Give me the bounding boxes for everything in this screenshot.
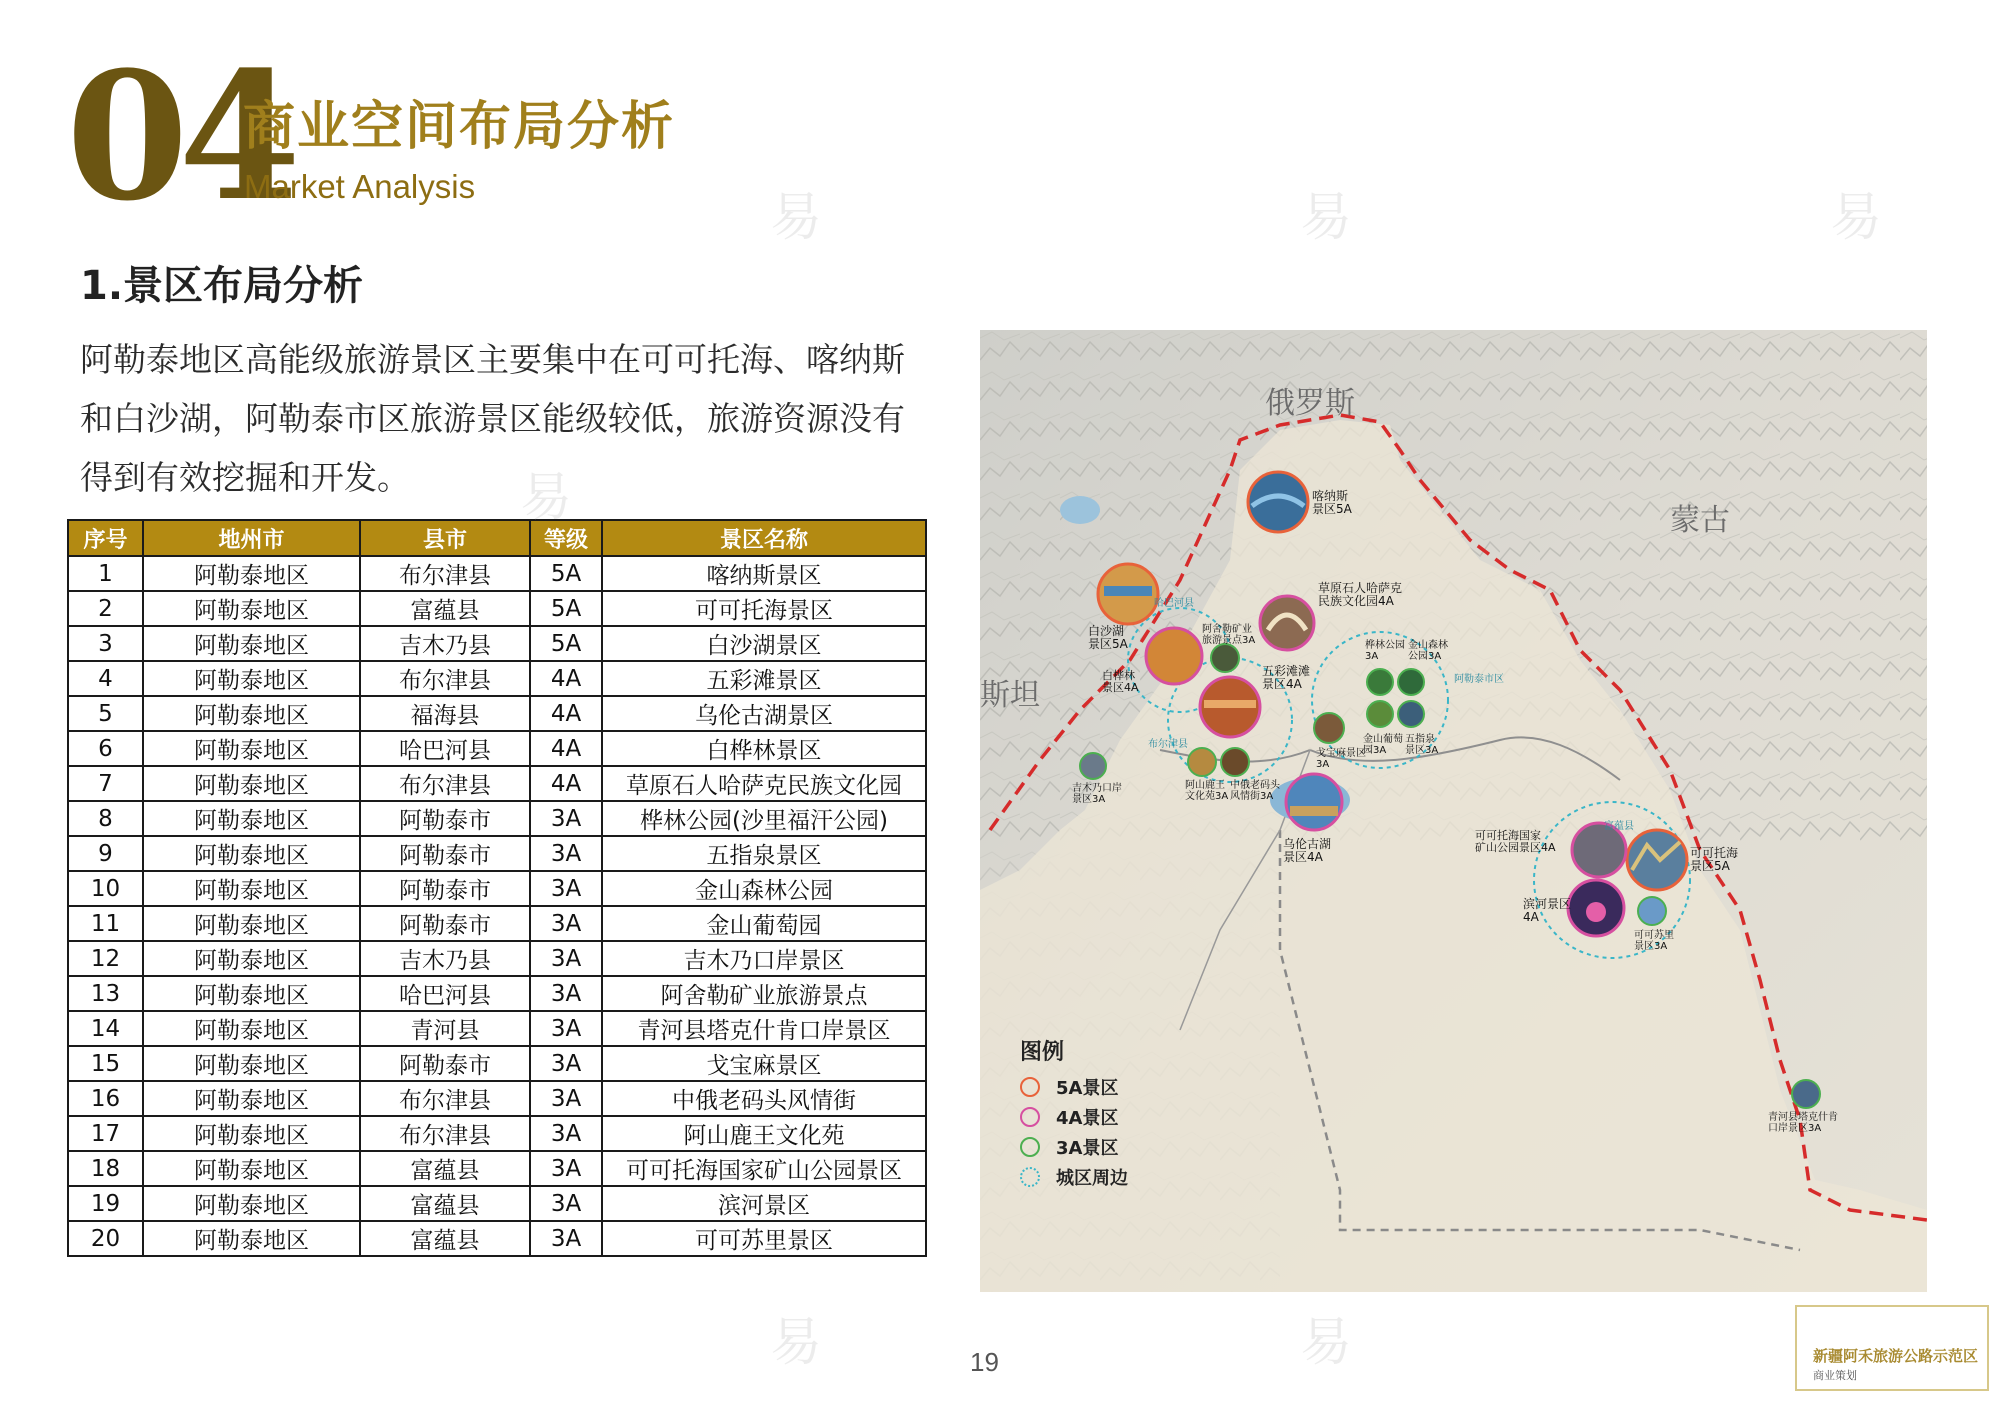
table-row [68,766,926,801]
map-legend [1020,1035,1180,1192]
label-wuzhiquan: 五指泉 景区3A [1405,734,1439,756]
table-row [68,941,926,976]
cell-county: 阿勒泰市 [360,871,530,906]
label-ashele: 阿舍勒矿业 旅游景点3A [1202,624,1256,646]
marker-keku[interactable] [1638,897,1666,925]
label-qinghe: 青河县塔克什肯 口岸景区3A [1768,1112,1838,1134]
cell-prefecture: 阿勒泰地区 [143,1081,360,1116]
country-label-mongolia: 蒙古 [1670,503,1730,538]
cell-prefecture: 阿勒泰地区 [143,1221,360,1256]
cell-grade: 3A [530,1116,602,1151]
cell-prefecture: 阿勒泰地区 [143,591,360,626]
legend-label: 3A景区 [1056,1138,1119,1159]
cell-county: 富蕴县 [360,1221,530,1256]
col-header-grade: 等级 [530,520,602,556]
cell-prefecture: 阿勒泰地区 [143,696,360,731]
city-label-habahe: 哈巴河县 [1154,598,1194,609]
label-baihualin: 白桦林 景区4A [1102,669,1139,694]
cell-index: 7 [68,766,143,801]
marker-jimunai[interactable] [1080,753,1106,779]
table-row [68,591,926,626]
cell-scenic-name: 中俄老码头风情街 [602,1081,926,1116]
marker-wucaitan[interactable] [1200,677,1260,737]
cell-county: 布尔津县 [360,556,530,591]
label-baishahu: 白沙湖 景区5A [1088,624,1128,651]
country-label-kazakh: 斯坦 [980,678,1040,713]
cell-grade: 3A [530,1221,602,1256]
cell-grade: 3A [530,941,602,976]
cell-county: 青河县 [360,1011,530,1046]
marker-zhonge[interactable] [1221,748,1249,776]
cell-prefecture: 阿勒泰地区 [143,766,360,801]
cell-scenic-name: 可可苏里景区 [602,1221,926,1256]
cell-index: 5 [68,696,143,731]
marker-ashan[interactable] [1188,748,1216,776]
cell-county: 阿勒泰市 [360,906,530,941]
table-row [68,1081,926,1116]
cell-index: 19 [68,1186,143,1221]
marker-caoyuan[interactable] [1260,596,1314,650]
cell-scenic-name: 可可托海景区 [602,591,926,626]
cell-prefecture: 阿勒泰地区 [143,1046,360,1081]
cell-scenic-name: 喀纳斯景区 [602,556,926,591]
legend-item [1020,1072,1180,1102]
label-huanglin: 桦林公园 3A [1365,640,1405,662]
table-row [68,731,926,766]
marker-wuzhiquan[interactable] [1398,701,1424,727]
cell-scenic-name: 乌伦古湖景区 [602,696,926,731]
label-jinshan-grape: 金山葡萄 园3A [1363,734,1403,756]
corner-logo [1795,1305,1989,1391]
cell-county: 福海县 [360,696,530,731]
table-row [68,1011,926,1046]
cell-index: 12 [68,941,143,976]
cell-prefecture: 阿勒泰地区 [143,801,360,836]
legend-label: 5A景区 [1056,1078,1119,1099]
table-row [68,696,926,731]
cell-grade: 3A [530,976,602,1011]
label-wucaitan: 五彩滩滩 景区4A [1262,664,1311,691]
table-row [68,801,926,836]
cell-prefecture: 阿勒泰地区 [143,556,360,591]
cell-scenic-name: 白沙湖景区 [602,626,926,661]
section-heading: 1.景区布局分析 [80,263,364,309]
cell-grade: 3A [530,1046,602,1081]
cell-scenic-name: 可可托海国家矿山公园景区 [602,1151,926,1186]
page-title: 商业空间布局分析 [243,97,676,157]
cell-grade: 3A [530,1151,602,1186]
cell-prefecture: 阿勒泰地区 [143,871,360,906]
corner-logo-line1: 新疆阿禾旅游公路示范区 [1813,1347,1979,1365]
cell-county: 哈巴河县 [360,976,530,1011]
cell-index: 6 [68,731,143,766]
cell-index: 13 [68,976,143,1011]
label-zhonge: 中俄老码头 风情街3A [1230,780,1280,802]
city-label-fuyun: 富蕴县 [1604,821,1634,832]
marker-jinshan[interactable] [1398,669,1424,695]
cell-grade: 4A [530,766,602,801]
table-row [68,1151,926,1186]
label-kanas: 喀纳斯 景区5A [1312,489,1352,516]
table-row [68,556,926,591]
label-wulungu: 乌伦古湖 景区4A [1283,837,1332,864]
cell-grade: 3A [530,1186,602,1221]
legend-ring-icon [1020,1077,1040,1097]
cell-county: 吉木乃县 [360,626,530,661]
watermark: 易 [1300,188,1353,248]
label-keku: 可可苏里 景区3A [1634,930,1674,952]
cell-index: 3 [68,626,143,661]
label-keketuohai: 可可托海 景区5A [1690,846,1739,873]
city-label-altay: 阿勒泰市区 [1454,674,1504,685]
cell-county: 阿勒泰市 [360,836,530,871]
cell-prefecture: 阿勒泰地区 [143,1011,360,1046]
legend-ring-icon [1020,1137,1040,1157]
table-row [68,1116,926,1151]
marker-huanglin[interactable] [1367,669,1393,695]
cell-index: 9 [68,836,143,871]
cell-prefecture: 阿勒泰地区 [143,731,360,766]
cell-index: 8 [68,801,143,836]
cell-prefecture: 阿勒泰地区 [143,941,360,976]
label-binhe: 滨河景区 4A [1523,897,1572,924]
table-row [68,661,926,696]
cell-index: 15 [68,1046,143,1081]
cell-county: 富蕴县 [360,591,530,626]
table-header-row [68,520,926,556]
cell-index: 11 [68,906,143,941]
cell-index: 17 [68,1116,143,1151]
label-keketuohai-park: 可可托海国家 矿山公园景区4A [1475,829,1556,854]
col-header-prefecture: 地州市 [143,520,360,556]
table-row [68,906,926,941]
cell-county: 布尔津县 [360,1081,530,1116]
label-jimunai: 吉木乃口岸 景区3A [1072,783,1122,805]
legend-ring-icon [1020,1167,1040,1187]
cell-scenic-name: 草原石人哈萨克民族文化园 [602,766,926,801]
cell-scenic-name: 白桦林景区 [602,731,926,766]
watermark: 易 [1300,1313,1353,1373]
cell-prefecture: 阿勒泰地区 [143,1186,360,1221]
section-number: 04 [66,33,291,240]
cell-index: 4 [68,661,143,696]
cell-county: 阿勒泰市 [360,801,530,836]
watermark: 易 [520,468,573,528]
cell-grade: 4A [530,731,602,766]
cell-prefecture: 阿勒泰地区 [143,626,360,661]
cell-grade: 4A [530,661,602,696]
cell-scenic-name: 金山森林公园 [602,871,926,906]
table-row [68,976,926,1011]
marker-ashele[interactable] [1211,644,1239,672]
cell-scenic-name: 青河县塔克什肯口岸景区 [602,1011,926,1046]
cell-scenic-name: 桦林公园(沙里福汗公园) [602,801,926,836]
cell-scenic-name: 五指泉景区 [602,836,926,871]
table-row [68,626,926,661]
cell-grade: 4A [530,696,602,731]
cell-index: 10 [68,871,143,906]
cell-scenic-name: 滨河景区 [602,1186,926,1221]
scenic-distribution-map [980,330,1927,1292]
label-ashan: 阿山鹿王 文化苑3A [1185,780,1229,802]
cell-grade: 5A [530,591,602,626]
col-header-county: 县市 [360,520,530,556]
label-gebao: 戈宝麻景区 3A [1316,748,1366,770]
cell-grade: 3A [530,1011,602,1046]
cell-county: 布尔津县 [360,1116,530,1151]
cell-index: 2 [68,591,143,626]
cell-scenic-name: 阿山鹿王文化苑 [602,1116,926,1151]
cell-prefecture: 阿勒泰地区 [143,906,360,941]
cell-index: 18 [68,1151,143,1186]
legend-title: 图例 [1020,1040,1065,1065]
legend-item [1020,1162,1180,1192]
page-number: 19 [970,1347,999,1377]
watermark: 易 [770,188,823,248]
cell-grade: 5A [530,556,602,591]
marker-keketuohai[interactable] [1627,830,1687,890]
cell-index: 14 [68,1011,143,1046]
marker-binhe[interactable] [1568,880,1624,936]
marker-jinshan-grape[interactable] [1367,701,1393,727]
marker-baishahu[interactable] [1098,564,1158,624]
marker-wulungu[interactable] [1286,774,1342,830]
watermark: 易 [1830,188,1883,248]
label-jinshan: 金山森林 公园3A [1408,640,1448,662]
corner-logo-line2: 商业策划 [1813,1369,1857,1382]
cell-county: 哈巴河县 [360,731,530,766]
description-paragraph: 阿勒泰地区高能级旅游景区主要集中在可可托海、喀纳斯和白沙湖，阿勒泰市区旅游景区能级较低，旅游资源没有得到有效挖掘和开发。 [80,340,905,497]
legend-label: 城区周边 [1056,1168,1128,1189]
city-label-burqin: 布尔津县 [1148,739,1188,750]
cell-prefecture: 阿勒泰地区 [143,976,360,1011]
marker-baihualin[interactable] [1146,628,1202,684]
cell-county: 富蕴县 [360,1151,530,1186]
table-row [68,1046,926,1081]
cell-grade: 3A [530,836,602,871]
table-row [68,871,926,906]
marker-kanas[interactable] [1248,472,1308,532]
cell-county: 布尔津县 [360,766,530,801]
label-caoyuan: 草原石人哈萨克 民族文化园4A [1318,581,1403,608]
table-row [68,1221,926,1256]
marker-qinghe[interactable] [1792,1080,1820,1108]
cell-scenic-name: 金山葡萄园 [602,906,926,941]
cell-grade: 3A [530,1081,602,1116]
cell-grade: 3A [530,906,602,941]
legend-label: 4A景区 [1056,1108,1119,1129]
cell-county: 阿勒泰市 [360,1046,530,1081]
legend-item [1020,1102,1180,1132]
cell-index: 1 [68,556,143,591]
legend-item [1020,1132,1180,1162]
country-label-russia: 俄罗斯 [1265,386,1355,421]
cell-county: 吉木乃县 [360,941,530,976]
watermark: 易 [770,1313,823,1373]
cell-prefecture: 阿勒泰地区 [143,836,360,871]
cell-scenic-name: 戈宝麻景区 [602,1046,926,1081]
page-subtitle-en: Market Analysis [244,168,476,205]
cell-grade: 3A [530,871,602,906]
cell-index: 16 [68,1081,143,1116]
cell-scenic-name: 阿舍勒矿业旅游景点 [602,976,926,1011]
cell-prefecture: 阿勒泰地区 [143,1116,360,1151]
cell-scenic-name: 五彩滩景区 [602,661,926,696]
table-row [68,1186,926,1221]
cell-prefecture: 阿勒泰地区 [143,661,360,696]
marker-gebao[interactable] [1314,713,1344,743]
cell-grade: 3A [530,801,602,836]
cell-prefecture: 阿勒泰地区 [143,1151,360,1186]
scenic-area-table [67,519,925,1257]
col-header-scenic-name: 景区名称 [602,520,926,556]
legend-ring-icon [1020,1107,1040,1127]
cell-scenic-name: 吉木乃口岸景区 [602,941,926,976]
table-row [68,836,926,871]
cell-county: 富蕴县 [360,1186,530,1221]
cell-county: 布尔津县 [360,661,530,696]
cell-index: 20 [68,1221,143,1256]
col-header-index: 序号 [68,520,143,556]
cell-grade: 5A [530,626,602,661]
